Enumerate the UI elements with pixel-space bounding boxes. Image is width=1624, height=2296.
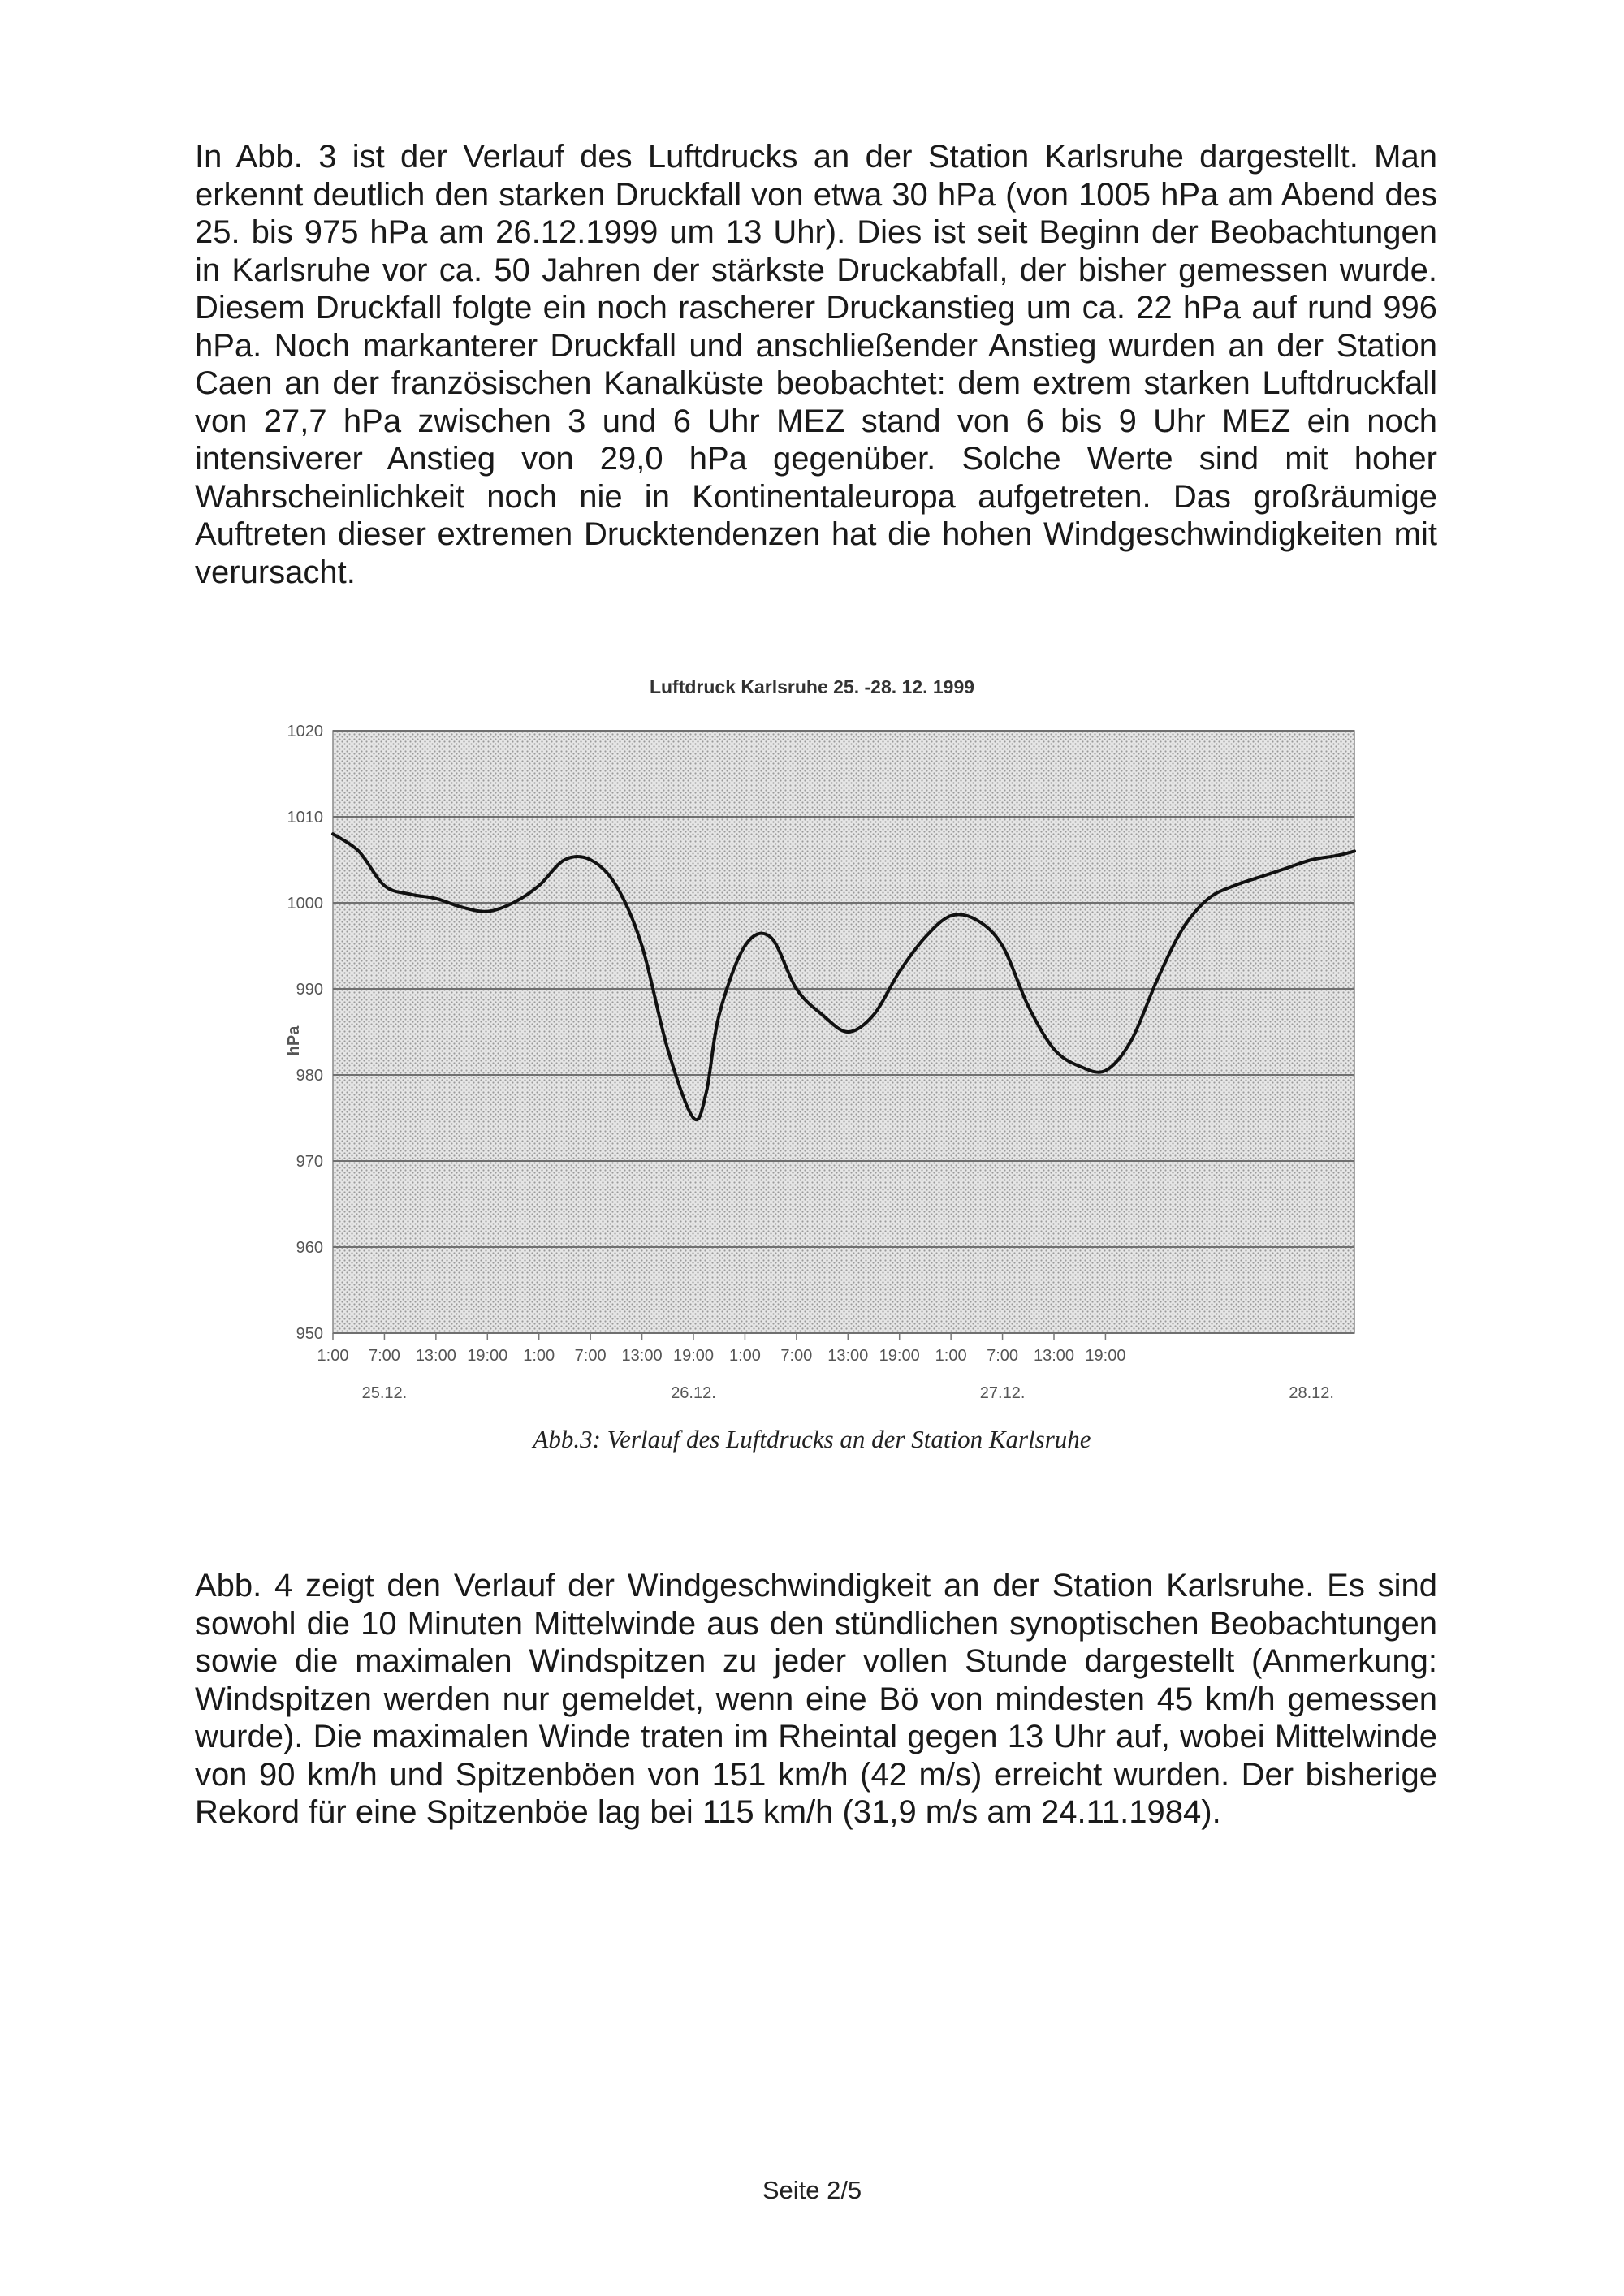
data-point xyxy=(667,1048,668,1050)
data-point xyxy=(1337,855,1338,857)
data-point xyxy=(770,937,771,939)
x-tick-label: 13:00 xyxy=(1033,1347,1075,1365)
data-point xyxy=(564,859,566,861)
x-tick-label: 7:00 xyxy=(368,1347,400,1365)
data-point xyxy=(1207,898,1209,900)
x-tick-label: 1:00 xyxy=(728,1347,761,1365)
data-point xyxy=(719,1014,720,1016)
date-label: 25.12. xyxy=(361,1384,408,1402)
y-tick-label: 970 xyxy=(296,1153,323,1171)
data-point xyxy=(384,885,386,887)
y-tick-label: 950 xyxy=(296,1325,323,1343)
date-label: 28.12. xyxy=(1289,1384,1334,1402)
data-point xyxy=(1182,928,1184,930)
x-tick-label: 7:00 xyxy=(574,1347,607,1365)
data-point xyxy=(1156,980,1158,982)
data-point xyxy=(1079,1066,1081,1068)
y-tick-label: 990 xyxy=(296,981,323,999)
data-point xyxy=(641,945,643,947)
data-point xyxy=(1002,945,1004,947)
x-tick-label: 1:00 xyxy=(935,1347,967,1365)
intro-paragraph: In Abb. 3 ist der Verlauf des Luftdrucks an der Station Karlsruhe dargestellt. Man erkennt deutlich den starken Druckfall von etwa 30 hPa (von 1005 hPa am Abend des 25. bis 975 hPa am 26.12.1999 um 13 Uhr). Dies ist seit Beginn der Beobachtungen in Karlsruhe vor ca. 50 Jahren der stärkste Druckabfall, der bisher gemessen wurde. Diesem Druckfall folgte ein noch rascherer Druckanstieg um ca. 22 hPa auf rund 996 hPa. Noch markanterer Druckfall und anschließender Anstieg wurden an der Station Caen an der französischen Kanalküste beobachtet: dem extrem starken Luftdruckfall von 27,7 hPa zwischen 3 und 6 Uhr MEZ stand von 6 bis 9 Uhr MEZ ein noch intensiverer Anstieg von 29,0 hPa gegenüber. Solche Werte sind mit hoher Wahrscheinlichkeit noch nie in Kontinentaleuropa aufgetreten. Das großräumige Auftreten dieser extremen Drucktendenzen hat die hohen Windgeschwindigkeiten mit verursacht. xyxy=(195,139,1437,590)
y-tick-label: 1010 xyxy=(287,809,323,826)
wind-paragraph: Abb. 4 zeigt den Verlauf der Windgeschwindigkeit an der Station Karlsruhe. Es sind sowohl die 10 Minuten Mittelwinde aus den stündlichen synoptischen Beobachtungen sowie die maximalen Windspitzen zu jeder vollen Stunde dargestellt (Anmerkung: Windspitzen werden nur gemeldet, wenn eine Bö von mindesten 45 km/h gemessen wurde). Die maximalen Winde traten im Rheintal gegen 13 Uhr auf, wobei Mittelwinde von 90 km/h und Spitzenböen von 151 km/h (42 m/s) erreicht wurden. Der bisherige Rekord für eine Spitzenböe lag bei 115 km/h (31,9 m/s am 24.11.1984). xyxy=(195,1568,1437,1830)
data-point xyxy=(590,859,591,861)
y-tick-label: 1020 xyxy=(287,723,323,740)
data-point xyxy=(1027,1005,1029,1007)
data-point xyxy=(925,937,926,939)
x-tick-label: 19:00 xyxy=(1085,1347,1126,1365)
x-tick-label: 1:00 xyxy=(523,1347,555,1365)
data-point xyxy=(1105,1070,1107,1072)
data-point xyxy=(706,1091,707,1093)
data-point xyxy=(358,851,360,852)
data-point xyxy=(1053,1048,1055,1050)
data-point xyxy=(512,902,514,904)
date-label: 26.12. xyxy=(671,1384,716,1402)
data-point xyxy=(486,911,488,913)
figure-caption: Abb.3: Verlauf des Luftdrucks an der Station Karlsruhe xyxy=(533,1425,1091,1453)
data-point xyxy=(873,1014,875,1016)
data-point xyxy=(1311,859,1312,861)
data-point xyxy=(847,1031,849,1033)
data-point xyxy=(332,833,334,835)
x-tick-label: 13:00 xyxy=(621,1347,663,1365)
data-point xyxy=(1354,851,1355,852)
x-tick-label: 1:00 xyxy=(317,1347,349,1365)
x-tick-label: 13:00 xyxy=(827,1347,869,1365)
chart-title: Luftdruck Karlsruhe 25. -28. 12. 1999 xyxy=(649,676,975,697)
data-point xyxy=(1233,885,1235,887)
x-tick-label: 19:00 xyxy=(879,1347,920,1365)
data-point xyxy=(822,1014,823,1016)
data-point xyxy=(538,885,540,887)
x-tick-label: 13:00 xyxy=(415,1347,456,1365)
data-point xyxy=(899,971,901,973)
data-point xyxy=(693,1117,694,1119)
data-point xyxy=(1285,868,1287,870)
x-tick-label: 7:00 xyxy=(780,1347,813,1365)
data-point xyxy=(435,898,437,900)
y-tick-label: 980 xyxy=(296,1067,323,1085)
x-axis-ticks xyxy=(317,1333,1126,1365)
x-tick-label: 19:00 xyxy=(467,1347,508,1365)
page-number: Seite 2/5 xyxy=(762,2176,862,2204)
data-point xyxy=(615,885,617,887)
data-point xyxy=(950,915,952,917)
data-point xyxy=(1259,876,1261,878)
data-point xyxy=(796,988,797,990)
y-tick-label: 1000 xyxy=(287,895,323,913)
date-label: 27.12. xyxy=(979,1384,1026,1402)
data-point xyxy=(1130,1040,1132,1042)
data-point xyxy=(409,894,411,896)
x-tick-label: 7:00 xyxy=(987,1347,1019,1365)
data-point xyxy=(976,919,978,921)
data-point xyxy=(745,945,746,947)
y-tick-label: 960 xyxy=(296,1239,323,1257)
y-axis-label: hPa xyxy=(285,1025,303,1056)
data-point xyxy=(461,907,463,908)
x-tick-label: 19:00 xyxy=(672,1347,715,1365)
date-labels xyxy=(362,1384,1334,1402)
